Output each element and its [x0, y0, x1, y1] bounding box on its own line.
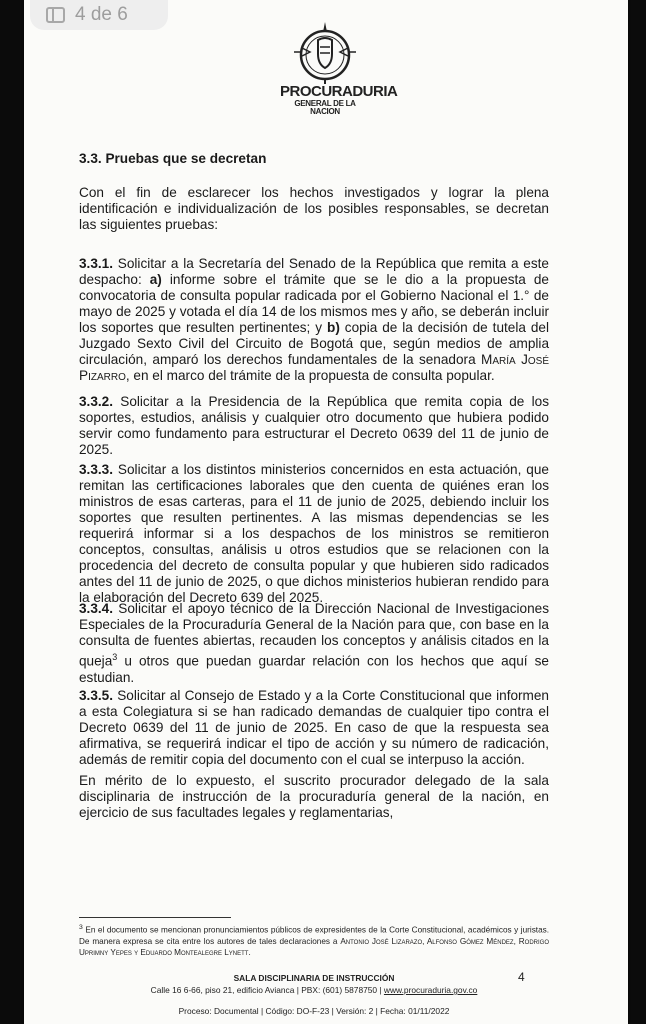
page-indicator[interactable]	[30, 0, 168, 30]
intro-paragraph: Con el fin de esclarecer los hechos investigados y lograr la plena identificación e individualización de los posibles responsables, se decretan las siguientes pruebas:	[79, 185, 549, 232]
item-3-3-4: 3.3.4. Solicitar el apoyo técnico de la Dirección Nacional de Investigaciones Especiales de la Procuraduría General de la Nación para que, con base en la consulta de fuentes abiertas, recauden los conceptos y análisis citados en la queja$^3$ u otros que puedan guardar relación con los hechos que aquí se estudian.	[79, 601, 549, 685]
page-footer	[79, 972, 549, 1017]
section-heading: 3.3. Pruebas que se decretan	[79, 151, 267, 166]
footnote: $^3$ En el documento se mencionan pronunciamientos públicos de expresidentes de la Corte Constitucional, académicos y juristas. De manera expresa se cita entre los autores de tales declaraciones a Antonio José Lizarazo, Alfonso Gómez Méndez, Rodrigo Uprimny Yepes y Eduardo Montealegre Lynett.	[79, 924, 549, 957]
footer-process: Proceso: Documental | Código: DO-F-23 | Versión: 2 | Fecha: 01/11/2022	[178, 1006, 450, 1016]
procuraduria-logo	[280, 18, 398, 122]
footnote-names: Antonio José Lizarazo, Alfonso Gómez Méndez, Rodrigo Uprimny Yepes y Eduardo Montealegre Lynett	[79, 936, 549, 957]
item-3-3-1: 3.3.1. Solicitar a la Secretaría del Senado de la República que remita a este despacho: a) informe sobre el trámite que se le dio a la propuesta de convocatoria de consulta popular radicada por el Gobierno Nacional el 1.° de mayo de 2025 y votada el día 14 de los mismos mes y año, se deberán incluir los soportes que resulten pertinentes; y b) copia de la decisión de tutela del Juzgado Sexto Civil del Circuito de Bogotá que, según medios de amplia circulación, amparó los derechos fundamentales de la senadora María José Pizarro, en el marco del trámite de la propuesta de consulta popular.	[79, 256, 549, 383]
senator-name: María José Pizarro	[79, 352, 549, 383]
logo-subtitle: GENERAL DE LA NACION	[294, 99, 356, 116]
item-3-3-5: 3.3.5. Solicitar al Consejo de Estado y a la Corte Constitucional que informen a esta Colegiatura si se han radicado demandas de cualquier tipo contra el Decreto 0639 del 11 de junio de 2025. En caso de que la respuesta sea afirmativa, se requerirá indicar el tipo de acción y su número de radicación, además de remitir copia del documento con el cual se interpuso la acción.	[79, 688, 549, 767]
footer-web-link[interactable]: www.procuraduria.gov.co	[383, 985, 478, 995]
footnote-divider	[79, 917, 231, 918]
page-thumbnails-icon[interactable]	[46, 7, 65, 23]
footnote-ref: 3	[112, 652, 118, 662]
footer-sala: SALA DISCIPLINARIA DE INSTRUCCIÓN	[233, 973, 395, 983]
item-3-3-3: 3.3.3. Solicitar a los distintos ministerios concernidos en esta actuación, que remitan las certificaciones laborales que den cuenta de quiénes eran los ministros de esas carteras, para el 11 de junio de 2025, debiendo incluir los soportes que resulten pertinentes. A las mismas dependencias se les requerirá informar si a los despachos de los ministros se remitieron conceptos, consultas, análisis u otros estudios que se relacionen con la procedencia del decreto de consulta popular y que hubieren sido radicados antes del 11 de junio de 2025, o que dichos ministerios hubieran rendido para la elaboración del Decreto 639 del 2025.	[79, 462, 549, 605]
item-3-3-2: 3.3.2. Solicitar a la Presidencia de la República que remita copia de los soportes, estudios, análisis y cualquier otro documento que hubiera podido servir como fundamento para estructurar el Decreto 0639 del 11 de junio de 2025.	[79, 394, 549, 457]
closing-paragraph: En mérito de lo expuesto, el suscrito procurador delegado de la sala disciplinaria de instrucción de la procuraduría general de la nación, en ejercicio de sus facultades legales y reglamentarias,	[79, 773, 549, 820]
logo-title: PROCURADURIA	[280, 83, 398, 100]
footer-address: Calle 16 6-66, piso 21, edificio Avianca | PBX: (601) 5878750 | www.procuraduria.gov.co	[150, 985, 478, 995]
page-indicator-label: 4 de 6	[75, 4, 128, 25]
emblem-icon	[280, 18, 370, 84]
page-number: 4	[518, 970, 525, 984]
